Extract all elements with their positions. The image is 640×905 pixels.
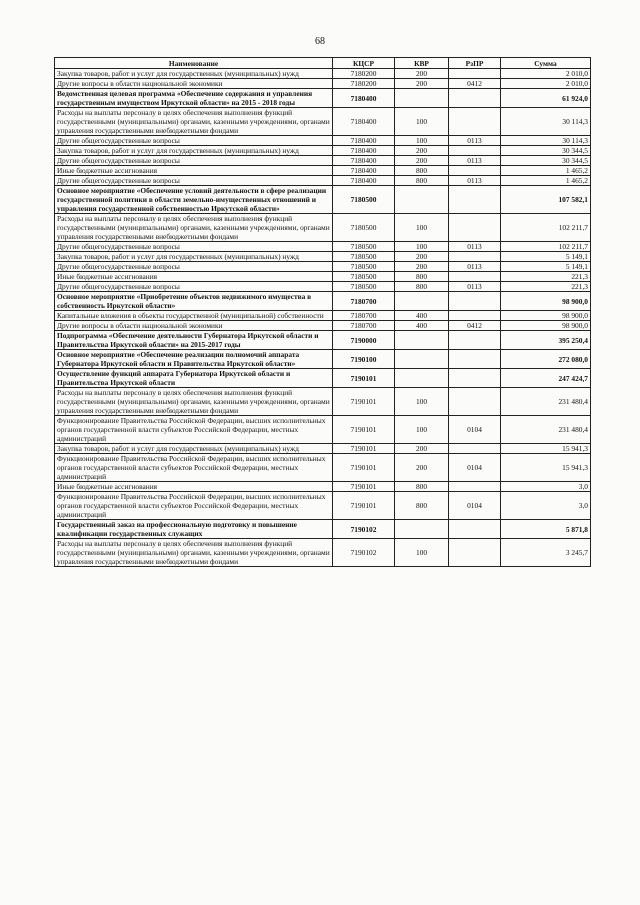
table-row [55,252,591,262]
cell-name: Закупка товаров, работ и услуг для государственных (муниципальных) нужд [55,252,333,262]
cell-kvr: 200 [395,146,449,156]
cell-name: Основное мероприятие «Обеспечение реализации полномочий аппарата Губернатора Иркутской области и Правительства Иркутской области» [55,350,333,369]
cell-name: Закупка товаров, работ и услуг для государственных (муниципальных) нужд [55,69,333,79]
cell-rzpr [449,482,501,492]
table-row [55,492,591,520]
cell-sum: 247 424,7 [501,369,591,388]
cell-name: Другие общегосударственные вопросы [55,156,333,166]
cell-rzpr [449,108,501,136]
table-row [55,539,591,567]
cell-sum: 98 900,0 [501,321,591,331]
table-header-row [55,58,591,69]
cell-kvr: 200 [395,262,449,272]
header-sum: Сумма [501,58,591,69]
table-row [55,108,591,136]
cell-kvr: 100 [395,108,449,136]
table-row [55,482,591,492]
cell-kcsr: 7180200 [333,79,395,89]
cell-kvr: 200 [395,444,449,454]
cell-sum: 98 900,0 [501,311,591,321]
cell-name: Закупка товаров, работ и услуг для государственных (муниципальных) нужд [55,146,333,156]
cell-kvr [395,350,449,369]
table-body [55,69,591,567]
cell-kcsr: 7190100 [333,350,395,369]
cell-rzpr [449,388,501,416]
table-row [55,282,591,292]
cell-kvr: 100 [395,136,449,146]
cell-sum: 102 211,7 [501,214,591,242]
cell-rzpr [449,146,501,156]
table-row [55,262,591,272]
cell-kvr: 800 [395,176,449,186]
cell-kcsr: 7180500 [333,242,395,252]
cell-kvr [395,369,449,388]
cell-rzpr: 0104 [449,416,501,444]
cell-name: Другие общегосударственные вопросы [55,136,333,146]
cell-rzpr [449,272,501,282]
table-row [55,272,591,282]
cell-rzpr [449,214,501,242]
cell-kvr: 100 [395,214,449,242]
table-row [55,79,591,89]
cell-kvr [395,186,449,214]
table-row [55,444,591,454]
cell-kcsr: 7190101 [333,388,395,416]
cell-sum: 5 149,1 [501,262,591,272]
cell-rzpr [449,186,501,214]
cell-sum: 30 344,5 [501,146,591,156]
cell-name: Функционирование Правительства Российской Федерации, высших исполнительных органов государственной власти субъектов Российской Федерации, местных администраций [55,454,333,482]
table-row [55,311,591,321]
header-rzpr: РзПР [449,58,501,69]
cell-kcsr: 7190000 [333,331,395,350]
page-number: 68 [315,36,325,47]
cell-kcsr: 7180500 [333,252,395,262]
table-row [55,146,591,156]
cell-kvr [395,89,449,108]
cell-kcsr: 7190101 [333,416,395,444]
header-name: Наименование [55,58,333,69]
cell-kcsr: 7190102 [333,539,395,567]
cell-sum: 5 149,1 [501,252,591,262]
cell-name: Расходы на выплаты персоналу в целях обеспечения выполнения функций государственными (муниципальными) органами, казенными учреждениями, органами управления государственными внебюджетными фондами [55,388,333,416]
cell-rzpr: 0113 [449,176,501,186]
cell-kcsr: 7190101 [333,444,395,454]
cell-sum: 61 924,0 [501,89,591,108]
cell-rzpr: 0113 [449,262,501,272]
cell-rzpr: 0104 [449,492,501,520]
cell-rzpr [449,331,501,350]
cell-name: Другие общегосударственные вопросы [55,282,333,292]
table-row [55,292,591,311]
cell-kcsr: 7180700 [333,321,395,331]
cell-kcsr: 7190102 [333,520,395,539]
cell-kcsr: 7180400 [333,156,395,166]
cell-kcsr: 7180700 [333,311,395,321]
cell-name: Функционирование Правительства Российской Федерации, высших исполнительных органов государственной власти субъектов Российской Федерации, местных администраций [55,492,333,520]
cell-rzpr: 0113 [449,156,501,166]
cell-kvr [395,331,449,350]
cell-kvr: 100 [395,242,449,252]
table-row [55,321,591,331]
table-row [55,369,591,388]
cell-name: Расходы на выплаты персоналу в целях обеспечения выполнения функций государственными (муниципальными) органами, казенными учреждениями, органами управления государственными внебюджетными фондами [55,214,333,242]
cell-sum: 5 871,8 [501,520,591,539]
budget-table [54,57,591,567]
cell-kvr: 400 [395,311,449,321]
cell-rzpr [449,520,501,539]
cell-name: Основное мероприятие «Обеспечение условий деятельности в сфере реализации государственной политики в области земельно-имущественных отношений и управления государственной собственностью Иркутской области» [55,186,333,214]
cell-kvr: 200 [395,454,449,482]
cell-sum: 15 941,3 [501,444,591,454]
cell-name: Закупка товаров, работ и услуг для государственных (муниципальных) нужд [55,444,333,454]
cell-kcsr: 7180400 [333,166,395,176]
cell-rzpr: 0104 [449,454,501,482]
cell-kvr: 100 [395,539,449,567]
cell-name: Другие вопросы в области национальной экономики [55,79,333,89]
cell-kvr: 100 [395,416,449,444]
cell-name: Другие общегосударственные вопросы [55,242,333,252]
cell-kcsr: 7180200 [333,69,395,79]
table-row [55,214,591,242]
table-row [55,156,591,166]
cell-rzpr [449,350,501,369]
cell-kcsr: 7180700 [333,292,395,311]
cell-rzpr [449,292,501,311]
cell-name: Основное мероприятие «Приобретение объектов недвижимого имущества в собственность Иркутской области» [55,292,333,311]
cell-name: Другие общегосударственные вопросы [55,262,333,272]
cell-sum: 221,3 [501,282,591,292]
cell-sum: 107 582,1 [501,186,591,214]
table-row [55,416,591,444]
cell-rzpr [449,539,501,567]
cell-rzpr [449,369,501,388]
table-row [55,242,591,252]
cell-kvr: 100 [395,388,449,416]
cell-name: Осуществление функций аппарата Губернатора Иркутской области и Правительства Иркутской области [55,369,333,388]
cell-kcsr: 7180400 [333,89,395,108]
cell-rzpr: 0412 [449,321,501,331]
cell-name: Иные бюджетные ассигнования [55,482,333,492]
cell-sum: 30 114,3 [501,136,591,146]
cell-rzpr [449,444,501,454]
table-row [55,166,591,176]
cell-kvr: 200 [395,79,449,89]
cell-kvr: 800 [395,282,449,292]
cell-sum: 221,3 [501,272,591,282]
cell-kvr [395,520,449,539]
cell-name: Расходы на выплаты персоналу в целях обеспечения выполнения функций государственными (муниципальными) органами, казенными учреждениями, органами управления государственными внебюджетными фондами [55,108,333,136]
table-row [55,176,591,186]
cell-kcsr: 7180500 [333,282,395,292]
cell-sum: 3 245,7 [501,539,591,567]
cell-sum: 102 211,7 [501,242,591,252]
cell-sum: 15 941,3 [501,454,591,482]
cell-rzpr: 0113 [449,242,501,252]
cell-sum: 272 080,0 [501,350,591,369]
cell-kcsr: 7180500 [333,186,395,214]
cell-kvr: 200 [395,69,449,79]
cell-name: Другие общегосударственные вопросы [55,176,333,186]
table-row [55,350,591,369]
cell-sum: 1 465,2 [501,176,591,186]
cell-kcsr: 7190101 [333,482,395,492]
cell-kcsr: 7180400 [333,176,395,186]
cell-kvr: 800 [395,272,449,282]
cell-rzpr [449,89,501,108]
cell-kcsr: 7180500 [333,214,395,242]
cell-name: Ведомственная целевая программа «Обеспечение содержания и управления государственным имуществом Иркутской области» на 2015 - 2018 годы [55,89,333,108]
cell-kvr: 800 [395,492,449,520]
cell-name: Капитальные вложения в объекты государственной (муниципальной) собственности [55,311,333,321]
cell-sum: 30 344,5 [501,156,591,166]
table-row [55,388,591,416]
cell-kcsr: 7190101 [333,369,395,388]
cell-rzpr [449,166,501,176]
cell-kcsr: 7180400 [333,146,395,156]
cell-sum: 2 010,0 [501,69,591,79]
cell-sum: 231 480,4 [501,388,591,416]
cell-sum: 30 114,3 [501,108,591,136]
header-kcsr: КЦСР [333,58,395,69]
table-row [55,186,591,214]
cell-sum: 3,0 [501,482,591,492]
cell-rzpr: 0113 [449,282,501,292]
cell-sum: 2 010,0 [501,79,591,89]
cell-kvr: 400 [395,321,449,331]
cell-kcsr: 7180500 [333,272,395,282]
table-row [55,69,591,79]
cell-kcsr: 7180400 [333,136,395,146]
cell-name: Иные бюджетные ассигнования [55,166,333,176]
cell-sum: 1 465,2 [501,166,591,176]
cell-kvr: 800 [395,166,449,176]
cell-rzpr: 0412 [449,79,501,89]
table-row [55,89,591,108]
cell-kvr: 800 [395,482,449,492]
table-row [55,331,591,350]
cell-name: Иные бюджетные ассигнования [55,272,333,282]
cell-rzpr [449,252,501,262]
cell-kvr: 200 [395,156,449,166]
cell-kcsr: 7190101 [333,492,395,520]
header-kvr: КВР [395,58,449,69]
cell-name: Подпрограмма «Обеспечение деятельности Губернатора Иркутской области и Правительства Иркутской области» на 2015-2017 годы [55,331,333,350]
cell-name: Другие вопросы в области национальной экономики [55,321,333,331]
table-row [55,520,591,539]
cell-rzpr [449,311,501,321]
cell-kcsr: 7190101 [333,454,395,482]
cell-rzpr: 0113 [449,136,501,146]
cell-name: Расходы на выплаты персоналу в целях обеспечения выполнения функций государственными (муниципальными) органами, казенными учреждениями, органами управления государственными внебюджетными фондами [55,539,333,567]
cell-sum: 3,0 [501,492,591,520]
cell-sum: 98 900,0 [501,292,591,311]
cell-kvr: 200 [395,252,449,262]
cell-kvr [395,292,449,311]
cell-kcsr: 7180400 [333,108,395,136]
cell-name: Функционирование Правительства Российской Федерации, высших исполнительных органов государственной власти субъектов Российской Федерации, местных администраций [55,416,333,444]
cell-name: Государственный заказ на профессиональную подготовку и повышение квалификации государственных служащих [55,520,333,539]
table-row [55,136,591,146]
cell-sum: 231 480,4 [501,416,591,444]
cell-rzpr [449,69,501,79]
cell-kcsr: 7180500 [333,262,395,272]
table-row [55,454,591,482]
cell-sum: 395 250,4 [501,331,591,350]
